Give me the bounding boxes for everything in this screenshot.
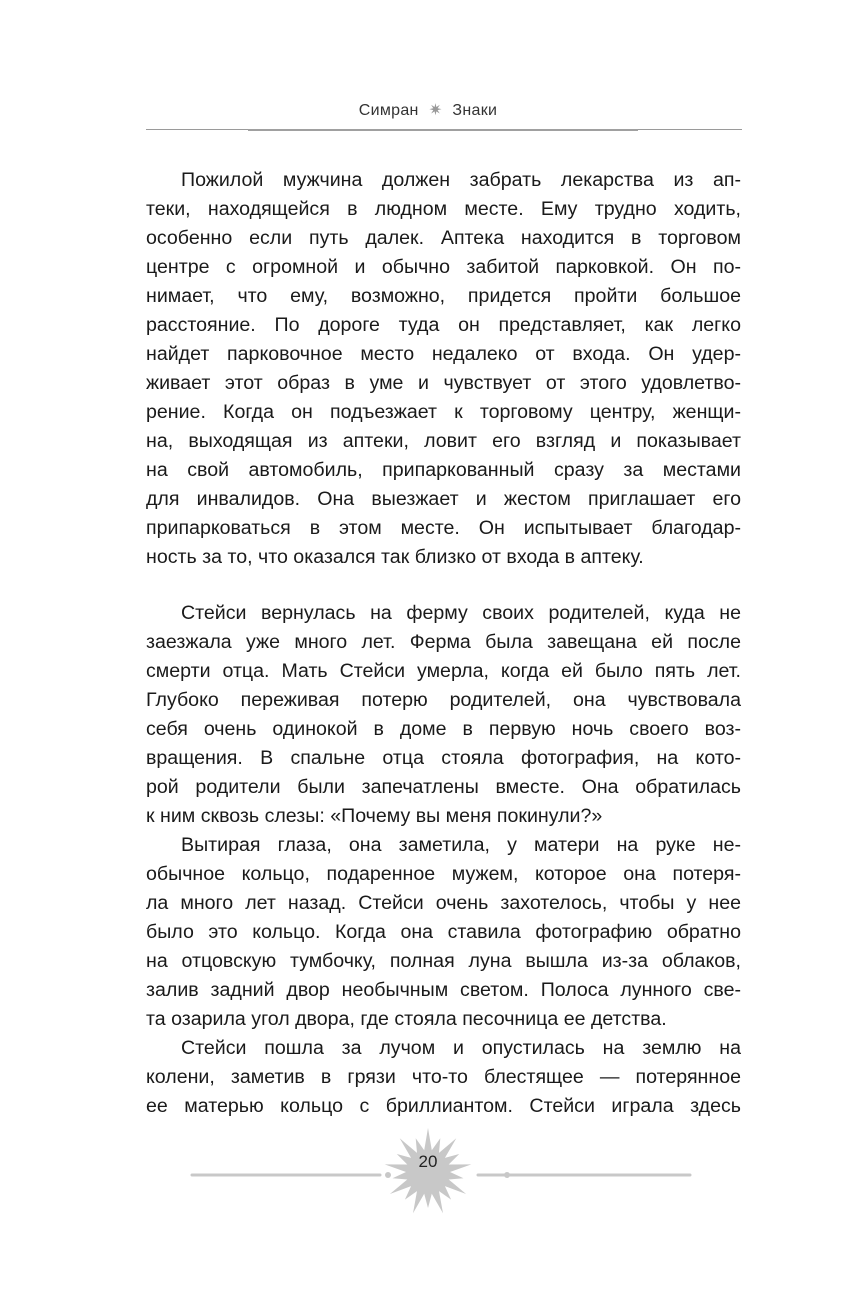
- text-line: ее матерью кольцо с бриллиантом. Стейси играла здесь: [146, 1095, 741, 1117]
- text-line: обычное кольцо, подаренное мужем, которое она потеря-: [146, 863, 741, 885]
- text-line: живает этот образ в уме и чувствует от этого удовлетво-: [146, 372, 741, 394]
- text-line: на свой автомобиль, припаркованный сразу за местами: [146, 459, 741, 481]
- header-title: Знаки: [452, 102, 498, 119]
- text-line: на, выходящая из аптеки, ловит его взгляд и показывает: [146, 430, 741, 452]
- paragraph-gap: [146, 572, 741, 599]
- paragraph: [146, 599, 741, 831]
- text-line: для инвалидов. Она выезжает и жестом приглашает его: [146, 488, 741, 510]
- page-number: 20: [418, 1152, 438, 1171]
- text-line: центре с огромной и обычно забитой парковкой. Он по-: [146, 256, 741, 278]
- footer-dot-right: [504, 1172, 510, 1178]
- text-line: Вытирая глаза, она заметила, у матери на руке не-: [181, 834, 741, 856]
- text-line: вращения. В спальне отца стояла фотография, на кото-: [146, 747, 741, 769]
- text-line: на отцовскую тумбочку, полная луна вышла из-за облаков,: [146, 950, 741, 972]
- paragraph: [146, 1034, 741, 1121]
- header-author: Симран: [358, 102, 419, 119]
- text-line: залив задний двор необычным светом. Полоса лунного све-: [146, 979, 741, 1001]
- text-line: ла много лет назад. Стейси очень захотелось, чтобы у нее: [146, 892, 741, 914]
- text-line: найдет парковочное место недалеко от входа. Он удер-: [146, 343, 741, 365]
- text-line: припарковаться в этом месте. Он испытывает благодар-: [146, 517, 741, 539]
- text-line: особенно если путь далек. Аптека находится в торговом: [146, 227, 741, 249]
- text-line: смерти отца. Мать Стейси умерла, когда ей было пять лет.: [146, 660, 741, 682]
- text-line: та озарила угол двора, где стояла песочница ее детства.: [146, 1008, 667, 1030]
- text-line: Глубоко переживая потерю родителей, она чувствовала: [146, 689, 741, 711]
- text-line: Стейси вернулась на ферму своих родителей, куда не: [181, 602, 741, 624]
- text-line: нимает, что ему, возможно, придется пройти большое: [146, 285, 741, 307]
- text-line: ность за то, что оказался так близко от входа в аптеку.: [146, 546, 644, 568]
- text-line: Пожилой мужчина должен забрать лекарства из ап-: [181, 169, 741, 191]
- text-line: теки, находящейся в людном месте. Ему трудно ходить,: [146, 198, 741, 220]
- star-icon: ✷: [428, 102, 443, 119]
- text-line: колени, заметив в грязи что-то блестящее — потерянное: [146, 1066, 741, 1088]
- text-line: к ним сквозь слезы: «Почему вы меня покинули?»: [146, 805, 603, 827]
- text-line: рение. Когда он подъезжает к торговому центру, женщи-: [146, 401, 741, 423]
- paragraph: [146, 166, 741, 572]
- text-line: Стейси пошла за лучом и опустилась на землю на: [181, 1037, 741, 1059]
- text-line: заезжала уже много лет. Ферма была завещана ей после: [146, 631, 741, 653]
- text-line: себя очень одинокой в доме в первую ночь своего воз-: [146, 718, 741, 740]
- footer-dot-left: [385, 1172, 391, 1178]
- header-rule-accent: [248, 129, 638, 131]
- text-line: рой родители были запечатлены вместе. Она обратилась: [146, 776, 741, 798]
- page-body: [146, 166, 741, 1121]
- text-line: расстояние. По дороге туда он представляет, как легко: [146, 314, 741, 336]
- text-line: было это кольцо. Когда она ставила фотографию обратно: [146, 921, 741, 943]
- running-header: [0, 100, 856, 120]
- paragraph: [146, 831, 741, 1034]
